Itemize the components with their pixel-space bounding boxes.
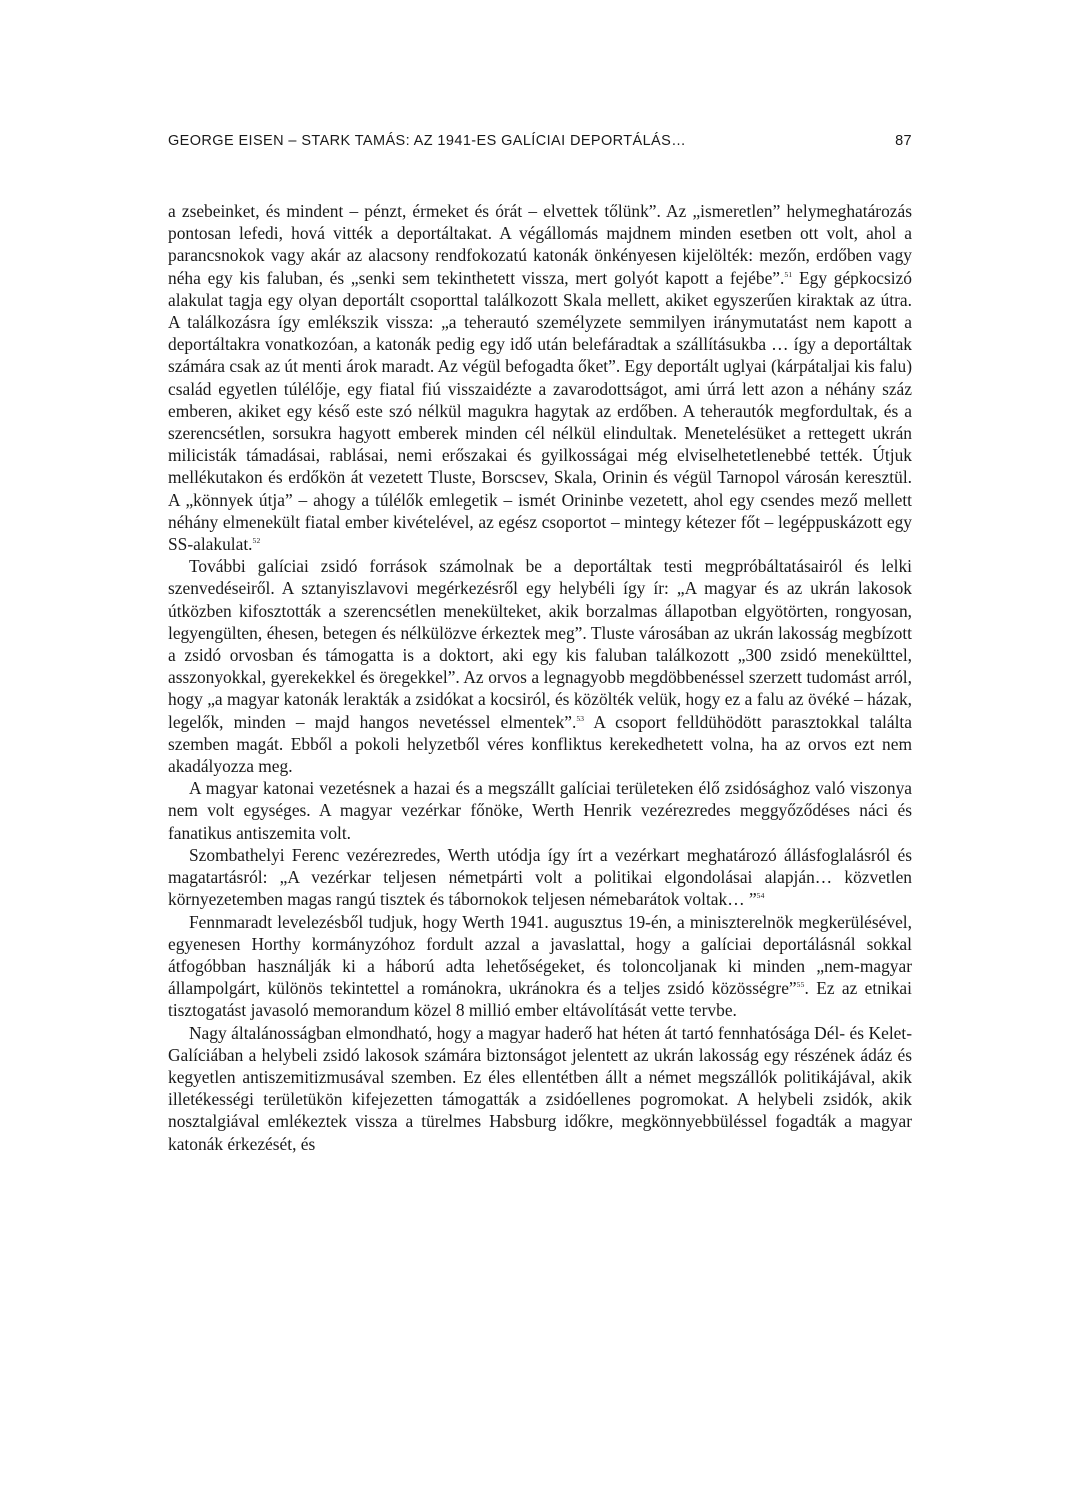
paragraph xyxy=(168,555,912,777)
text-run: Nagy általánosságban elmondható, hogy a magyar haderő hat héten át tartó fennhatósága Dél- és Kelet-Galíciában a helybeli zsidó lakosok számára biztonságot jelentett az ukrán lakosság egy részének ádáz és kegyetlen antiszemitizmusával szemben. Ez éles ellentétben állt a német megszállók politikájával, akik illetékességi területükön kifejezetten támogatták a zsidóellenes pogromokat. A helybeli zsidók, akik nosztalgiával emlékeztek vissza a türelmes Habsburg időkre, megkönnyebbüléssel fogadták a magyar katonák érkezését, és xyxy=(168,1022,912,1154)
text-run: A magyar katonai vezetésnek a hazai és a megszállt galíciai területeken élő zsidósághoz való viszonya nem volt egységes. A magyar vezérkar főnöke, Werth Henrik vezérezredes meggyőződéses náci és fanatikus antiszemita volt. xyxy=(168,778,912,843)
paragraph xyxy=(168,911,912,1022)
text-run: a zsebeinket, és mindent – pénzt, érmeket és órát – elvettek tőlünk”. Az „ismeretlen” helymeghatározás pontosan lefedi, hová vitték a deportáltakat. A végállomás majdnem minden esetben ott volt, ahol a parancsnokok vagy akár az alacsony rendfokozatú katonák önkényesen kijelölték: mezőn, erdőben vagy néha egy kis faluban, és „senki sem tekinthetett vissza, mert golyót kapott a fejébe”. xyxy=(168,201,912,288)
text-run: A csoport felldühödött parasztokkal találta szemben magát. Ebből a pokoli helyzetből véres konfliktus kerekedhetett volna, ha az orvos ezt nem akadályozza meg. xyxy=(168,711,912,777)
paragraph xyxy=(168,200,912,555)
page-number: 87 xyxy=(895,133,912,149)
running-head: GEORGE EISEN – STARK TAMÁS: AZ 1941-ES GALÍCIAI DEPORTÁLÁS… xyxy=(168,133,687,149)
text-run: Szombathelyi Ferenc vezérezredes, Werth utódja így írt a vezérkart meghatározó állásfoglalásról és magatartásról: „A vezérkar teljesen németpárti volt a politikai elgondolásai alapján… közvetlen környezetemben magas rangú tisztek és tábornokok teljesen némebarátok voltak… ” xyxy=(168,844,912,910)
footnote-marker: 54 xyxy=(756,891,765,901)
text-run: További galíciai zsidó források számolnak be a deportáltak testi megpróbáltatásairól és lelki szenvedéseiről. A sztanyiszlavovi megérkezésről egy helybéli így ír: „A magyar és az ukrán lakosok útközben kifosztották a szerencsétlen menekülteket, akik borzalmas állapotban elgyötörten, rongyosan, legyengülten, éhesen, betegen és nélkülözve érkeztek meg”. Tluste városában az ukrán lakosság megbízott a zsidó orvosban és támogatta is a doktort, aki egy kis faluban találkozott „300 zsidó menekülttel, asszonyokkal, gyerekekkel és öregekkel”. Az orvos a legnagyobb megdöbbenéssel szerzett tudomást arról, hogy „a magyar katonák lerakták a zsidókat a kocsiról, és közölték velük, hogy ez a falu az övéké – házak, legelők, minden – majd hangos nevetéssel elmentek”. xyxy=(168,556,912,732)
page-header xyxy=(168,133,912,157)
paragraph xyxy=(168,1022,912,1155)
paragraph xyxy=(168,777,912,844)
text-run: Egy gépkocsizó alakulat tagja egy olyan deportált csoporttal találkozott Skala mellett, akiket egyszerűen kiraktak az útra. A találkozásra így emlékszik vissza: „a teherautó személyzete semmilyen iránymutatást nem kapott a deportáltakra vonatkozóan, a katonák pedig egy idő után belefáradtak a szállításukba … így a deportáltak számára csak az út menti árok maradt. Az végül befogadta őket”. Egy deportált uglyai (kárpátaljai kis falu) család egyetlen túlélője, egy fiatal fiú visszaidézte a zavarodottságot, ami úrrá lett azon a néhány száz emberen, akiket egy késő este szó nélkül magukra hagytak az erdőben. A teherautók megfordultak, és a szerencsétlen, sorsukra hagyott emberek minden cél nélkül elindultak. Menetelésüket a rettegett ukrán milicisták támadásai, rablásai, nemi erőszakai és gyilkosságai még elviselhetetlenebbé tették. Útjuk mellékutakon és erdőkön át vezetett Tluste, Borscsev, Skala, Orinin és végül Tarnopol városán keresztül. A „könnyek útja” – ahogy a túlélők emlegetik – ismét Orininbe vezetett, ahol egy csendes mező mellett néhány elmenekült fiatal ember kivételével, az egész csoportot – mintegy kétezer főt – legéppuskázott egy SS-alakulat. xyxy=(168,267,913,555)
body-text xyxy=(168,200,912,1155)
footnote-marker: 53 xyxy=(576,713,585,723)
footnote-marker: 51 xyxy=(784,269,793,279)
paragraph xyxy=(168,844,912,911)
footnote-marker: 55 xyxy=(796,980,805,990)
text-run: . Ez az etnikai tisztogatást javasoló memorandum közel 8 millió ember eltávolítását vette tervbe. xyxy=(168,978,912,1021)
footnote-marker: 52 xyxy=(252,536,261,546)
text-run: Fennmaradt levelezésből tudjuk, hogy Werth 1941. augusztus 19-én, a miniszterelnök megkerülésével, egyenesen Horthy kormányzóhoz fordult azzal a javaslattal, hogy a galíciai deportálásnál sokkal átfogóbban használják ki a háború adta lehetőségeket, és toloncoljanak ki minden „nem-magyar állampolgárt, különös tekintettel a románokra, ukránokra és a teljes zsidó közösségre” xyxy=(168,911,912,999)
